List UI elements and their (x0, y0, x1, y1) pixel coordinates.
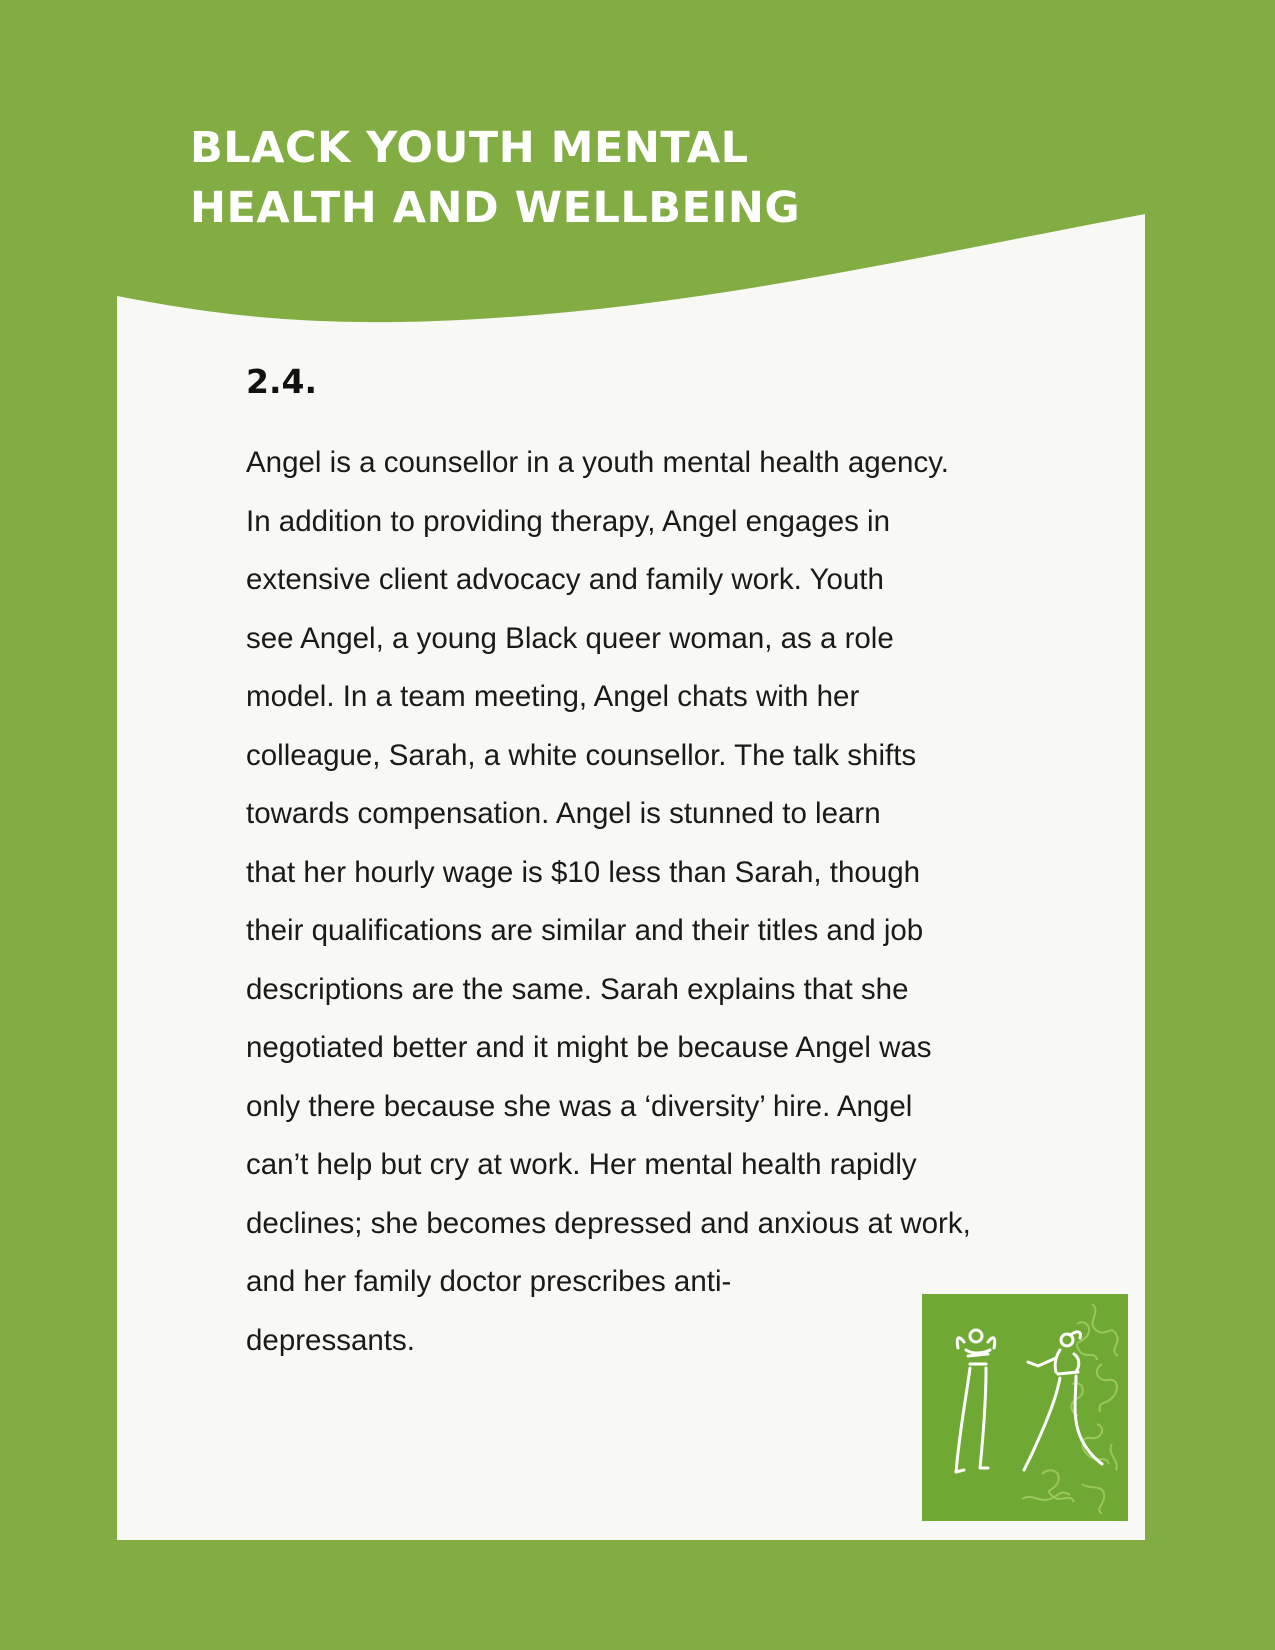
paragraph-line: and her family doctor prescribes anti- (246, 1265, 732, 1298)
paragraph-line: extensive client advocacy and family work. Youth (246, 563, 884, 596)
paragraph-line: only there because she was a ‘diversity’ hire. Angel (246, 1089, 913, 1123)
paragraph-line: declines; she becomes depressed and anxious at work, (246, 1206, 971, 1240)
paragraph-line: their qualifications are similar and their titles and job (246, 914, 924, 947)
title-line-1: BLACK YOUTH MENTAL (190, 123, 749, 173)
paragraph-line: negotiated better and it might be because Angel was (246, 1031, 932, 1064)
two-people-dancing-icon (922, 1294, 1128, 1521)
paragraph-line: model. In a team meeting, Angel chats with her (246, 680, 860, 713)
paragraph-line: can’t help but cry at work. Her mental health rapidly (246, 1148, 917, 1181)
case-study-paragraph (246, 434, 1036, 1370)
paragraph-line: descriptions are the same. Sarah explains that she (246, 972, 909, 1006)
title-line-2: HEALTH AND WELLBEING (190, 183, 801, 233)
page-title (190, 118, 800, 238)
section-number: 2.4. (246, 362, 317, 401)
paragraph-line: see Angel, a young Black queer woman, as a role (246, 621, 894, 655)
paragraph-line: In addition to providing therapy, Angel engages in (246, 504, 891, 538)
paragraph-line: that her hourly wage is $10 less than Sarah, though (246, 855, 921, 889)
paragraph-line: towards compensation. Angel is stunned to learn (246, 797, 881, 830)
paragraph-line: depressants. (246, 1323, 415, 1357)
paragraph-line: Angel is a counsellor in a youth mental health agency. (246, 446, 949, 479)
paragraph-line: colleague, Sarah, a white counsellor. The talk shifts (246, 738, 917, 772)
